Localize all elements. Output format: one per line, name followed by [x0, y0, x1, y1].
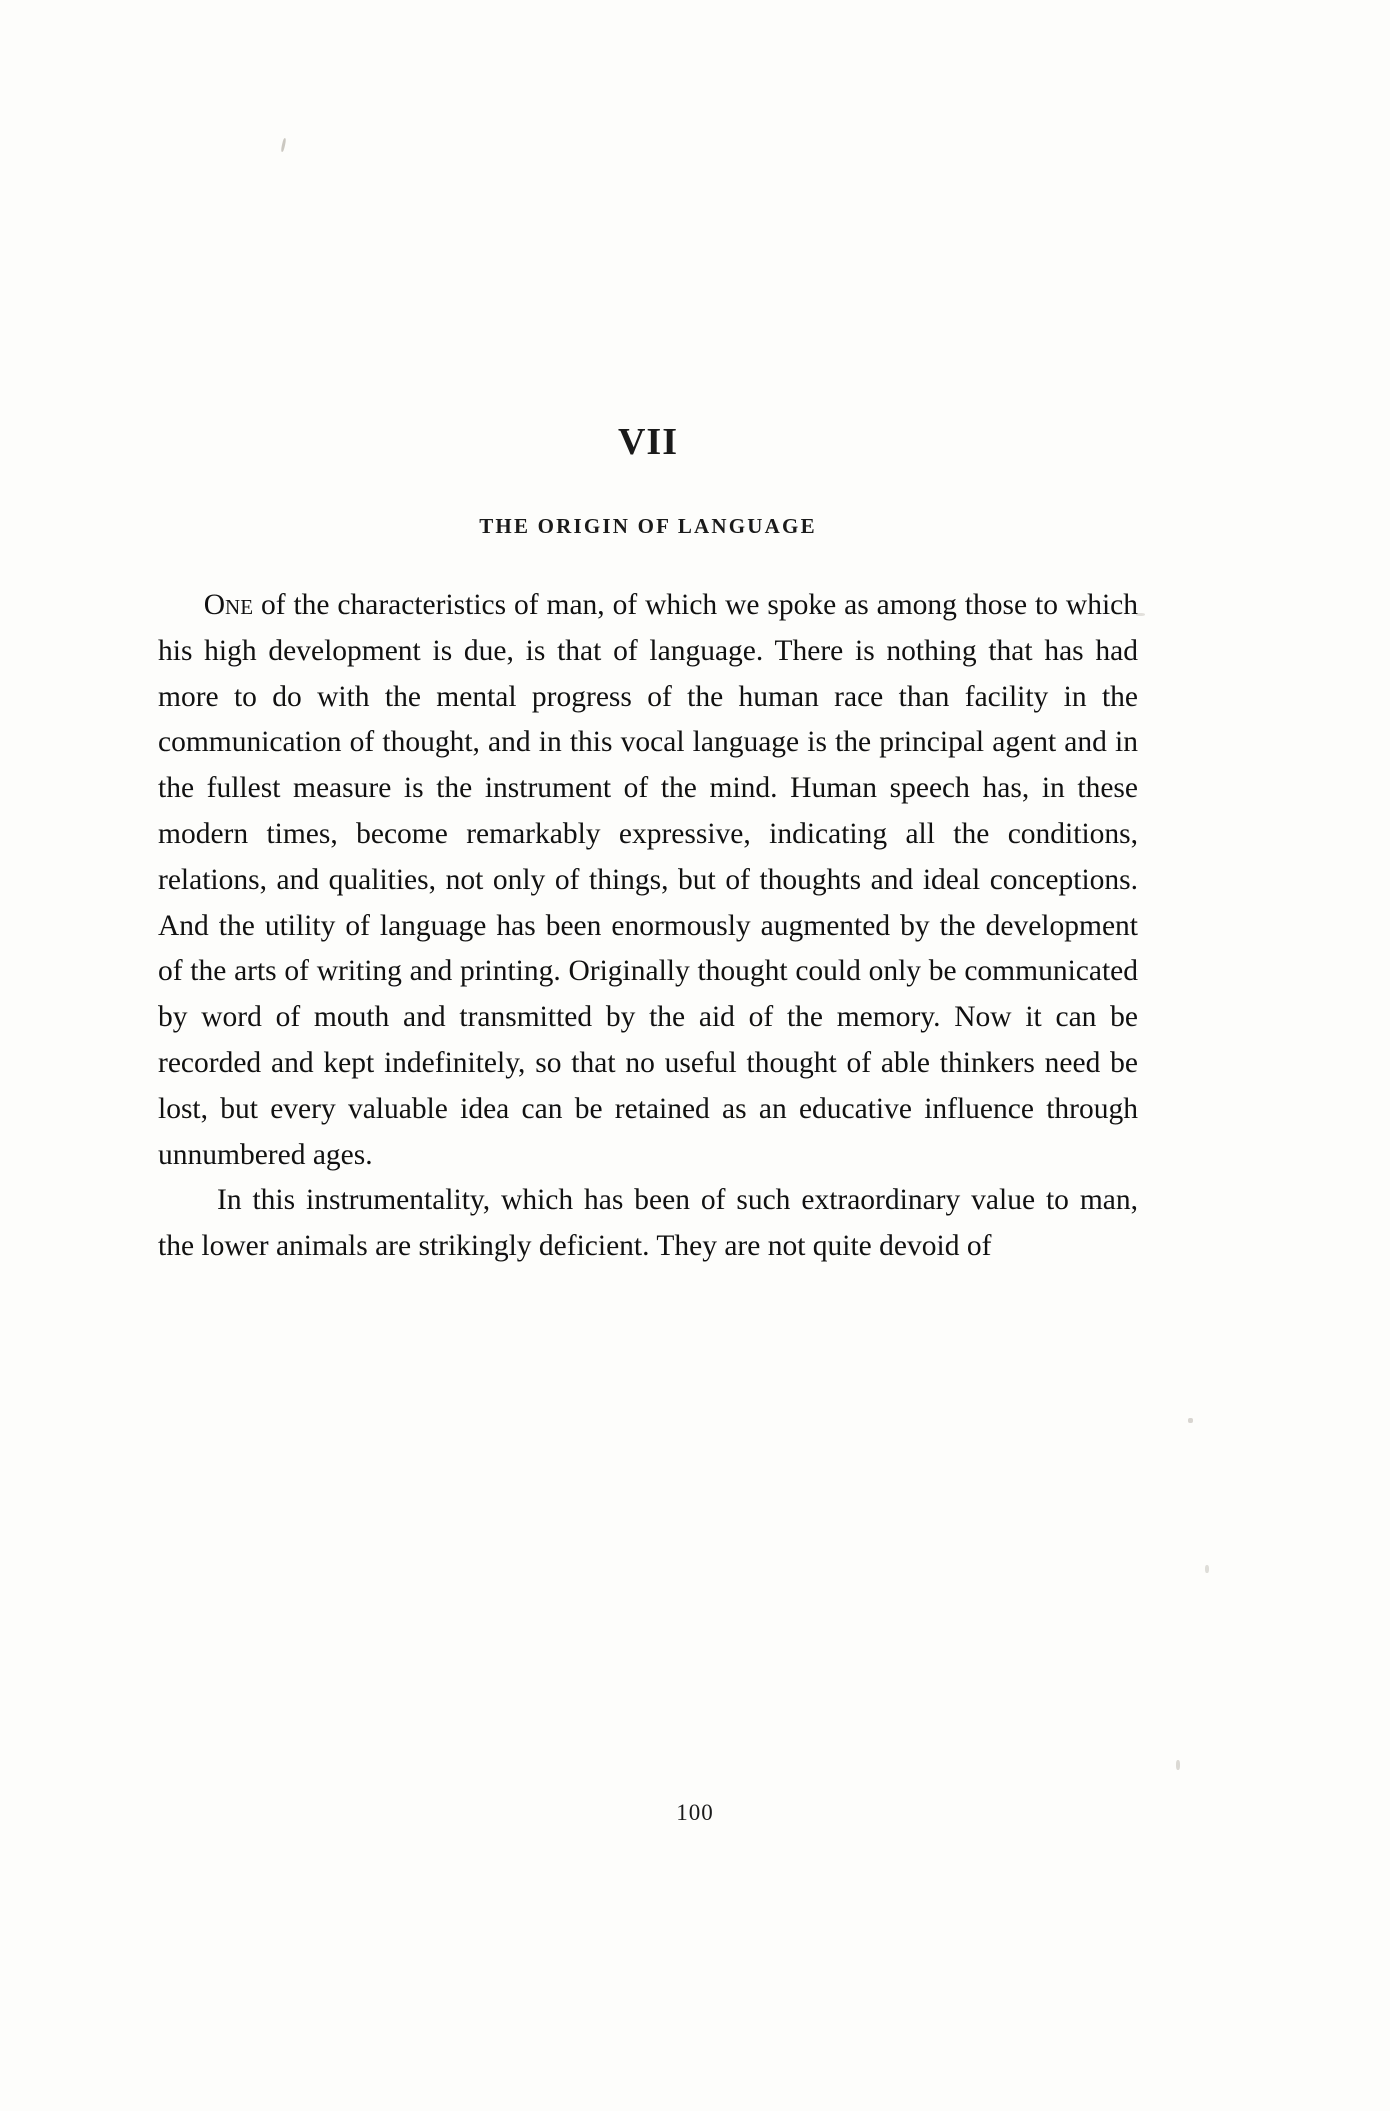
chapter-title: THE ORIGIN OF LANGUAGE — [479, 514, 817, 538]
scan-artifact-speck — [1188, 1418, 1193, 1423]
lead-smallcaps: One — [203, 589, 254, 621]
paragraph-1 — [158, 583, 1138, 1178]
paragraph-2: In this instrumentality, which has been of such extraordinary value to man, the lower animals are strikingly deficient. They are not quite devoid of — [158, 1184, 1138, 1263]
text-column — [158, 0, 1138, 1270]
chapter-number: VII — [617, 421, 679, 463]
body-copy — [158, 583, 1138, 1270]
page-number: 100 — [676, 1800, 714, 1825]
scan-artifact-speck — [1176, 1760, 1180, 1770]
scan-artifact-speck — [1205, 1565, 1209, 1573]
paragraph-1-text: of the characteristics of man, of which we spoke as among those to which his high development is due, is that of language. There is nothing that has had more to do with the mental progress of the human race than facility in the communication of thought, and in this vocal language is the principal agent and in the fullest measure is the instrument of the mind. Human speech has, in these modern times, become remarkably expressive, indicating all the conditions, relations, and qualities, not only of things, but of thoughts and ideal conceptions. And the utility of language has been enormously augmented by the development of the arts of writing and printing. Originally thought could only be communicated by word of mouth and transmitted by the aid of the memory. Now it can be recorded and kept indefinitely, so that no useful thought of able thinkers need be lost, but every valuable idea can be retained as an educative influence through unnumbered ages. — [158, 589, 1138, 1171]
